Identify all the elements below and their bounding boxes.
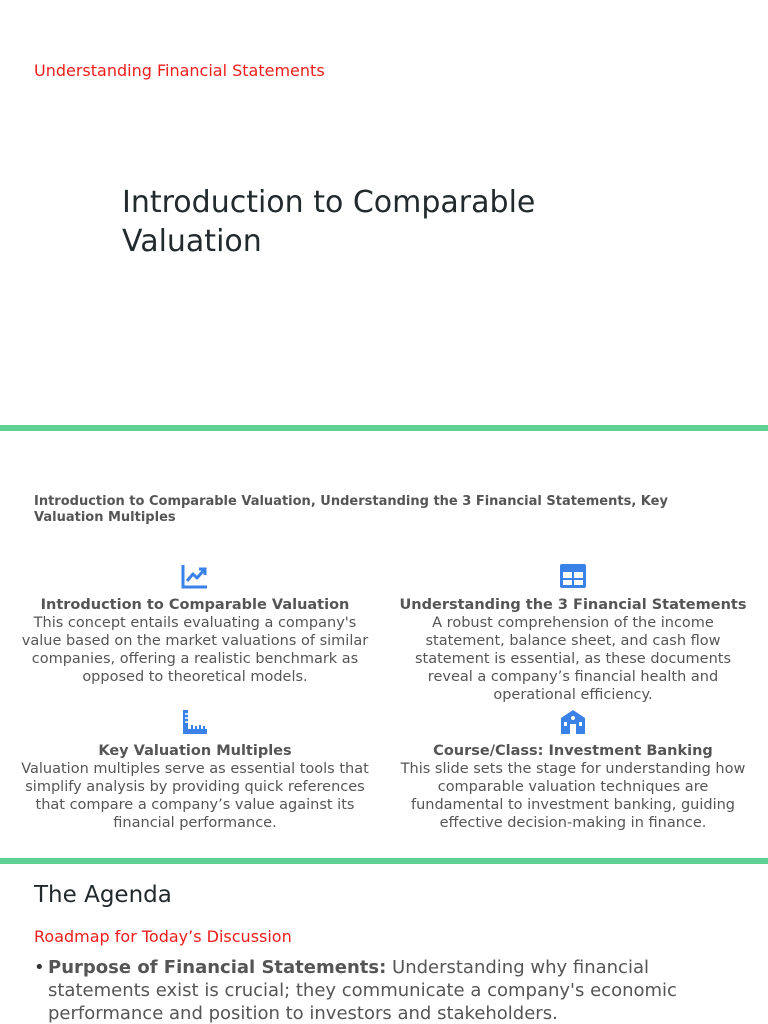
bullet-text — [34, 956, 734, 1024]
card-body: This concept entails evaluating a company's value based on the market valuations of similar companies, offering a realistic benchmark as opposed to theoretical models. — [21, 615, 369, 685]
overview-slide — [0, 432, 768, 858]
slide-header: Understanding Financial Statements — [34, 61, 325, 80]
slide-title: Introduction to Comparable Valuation — [122, 185, 536, 259]
school-icon — [558, 708, 588, 736]
agenda-title: The Agenda — [34, 882, 172, 908]
bullet-label: Purpose of Financial Statements: — [48, 957, 387, 978]
slide-summary: Introduction to Comparable Valuation, Understanding the 3 Financial Statements, Key Valuation Multiples — [34, 494, 668, 525]
line-chart-icon — [180, 562, 210, 590]
card-comparable-valuation — [15, 562, 375, 686]
agenda-subtitle: Roadmap for Today’s Discussion — [34, 927, 292, 946]
card-body: Valuation multiples serve as essential tools that simplify analysis by providing quick references that compare a company’s value against its financial performance. — [21, 761, 369, 831]
card-body: This slide sets the stage for understanding how comparable valuation techniques are fundamental to investment banking, guiding effective decision-making in finance. — [400, 761, 746, 831]
agenda-slide — [0, 864, 768, 1024]
bullet-description: Understanding why financial statements exist is crucial; they communicate a company's economic performance and position to investors and stakeholders. — [48, 957, 677, 1024]
card-valuation-multiples — [15, 708, 375, 832]
agenda-bullet — [34, 956, 734, 1024]
card-title: Course/Class: Investment Banking — [433, 743, 713, 759]
bullet-marker: • — [34, 957, 45, 978]
card-title: Key Valuation Multiples — [98, 743, 292, 759]
table-icon — [558, 562, 588, 590]
card-body: A robust comprehension of the income statement, balance sheet, and cash flow statement is essential, as these documents reveal a company’s financial health and operational efficiency. — [414, 615, 732, 703]
ruler-icon — [180, 708, 210, 736]
card-investment-banking — [393, 708, 753, 832]
card-title: Introduction to Comparable Valuation — [40, 597, 350, 613]
card-title: Understanding the 3 Financial Statements — [399, 597, 747, 613]
card-financial-statements — [393, 562, 753, 704]
slide-divider — [0, 425, 768, 431]
title-slide — [0, 0, 768, 426]
